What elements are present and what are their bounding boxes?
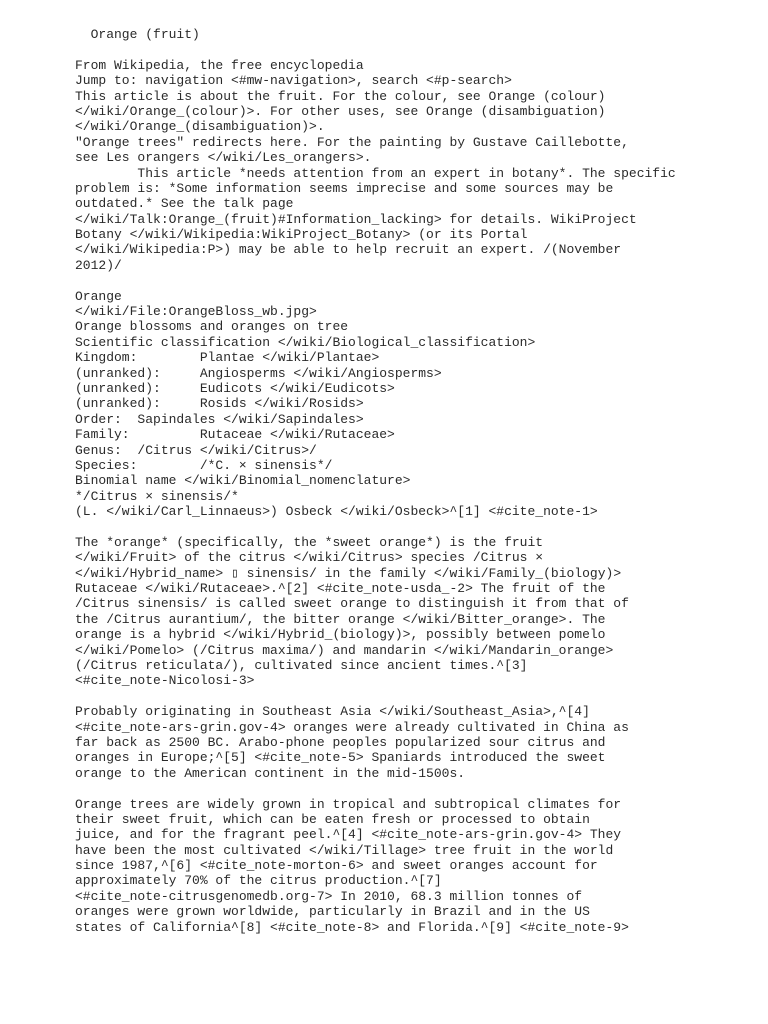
- text-line: <#cite_note-ars-grin.gov-4> oranges were already cultivated in China as: [75, 719, 629, 735]
- text-line: Order: Sapindales </wiki/Sapindales>: [75, 411, 364, 427]
- text-line: have been the most cultivated </wiki/Tillage> tree fruit in the world: [75, 842, 614, 858]
- text-line: /Citrus sinensis/ is called sweet orange to distinguish it from that of: [75, 596, 629, 612]
- text-line: Orange trees are widely grown in tropical and subtropical climates for: [75, 796, 622, 812]
- text-line: </wiki/Talk:Orange_(fruit)#Information_lacking> for details. WikiProject: [75, 211, 637, 227]
- text-line: This article *needs attention from an expert in botany*. The specific: [75, 165, 676, 181]
- text-line: </wiki/Orange_(disambiguation)>.: [75, 119, 325, 135]
- text-line: Jump to: navigation <#mw-navigation>, search <#p-search>: [75, 73, 512, 89]
- blank-line: [75, 520, 755, 535]
- text-line: </wiki/Wikipedia:P>) may be able to help recruit an expert. /(November: [75, 242, 622, 258]
- text-line: From Wikipedia, the free encyclopedia: [75, 57, 364, 73]
- text-line: <#cite_note-citrusgenomedb.org-7> In 2010, 68.3 million tonnes of: [75, 888, 583, 904]
- text-line: Family: Rutaceae </wiki/Rutaceae>: [75, 427, 395, 443]
- text-line: (/Citrus reticulata/), cultivated since ancient times.^[3]: [75, 658, 528, 674]
- text-line: juice, and for the fragrant peel.^[4] <#cite_note-ars-grin.gov-4> They: [75, 827, 622, 843]
- text-line: Orange blossoms and oranges on tree: [75, 319, 349, 335]
- text-line: Scientific classification </wiki/Biological_classification>: [75, 334, 536, 350]
- text-line: orange is a hybrid </wiki/Hybrid_(biology)>, possibly between pomelo: [75, 627, 606, 643]
- text-line: problem is: *Some information seems imprecise and some sources may be: [75, 180, 614, 196]
- text-line: their sweet fruit, which can be eaten fresh or processed to obtain: [75, 811, 590, 827]
- text-line: (unranked): Angiosperms </wiki/Angiosperms>: [75, 365, 442, 381]
- text-line: orange to the American continent in the mid-1500s.: [75, 765, 466, 781]
- text-line: Binomial name </wiki/Binomial_nomenclature>: [75, 473, 411, 489]
- text-line: 2012)/: [75, 257, 122, 273]
- document-page: [75, 27, 755, 935]
- text-line: (unranked): Rosids </wiki/Rosids>: [75, 396, 364, 412]
- document-body: [75, 58, 755, 935]
- blank-line: [75, 781, 755, 796]
- document-title: Orange (fruit): [75, 27, 200, 42]
- text-line: Rutaceae </wiki/Rutaceae>.^[2] <#cite_note-usda_-2> The fruit of the: [75, 581, 606, 597]
- text-line: </wiki/Fruit> of the citrus </wiki/Citrus> species /Citrus ×: [75, 550, 544, 566]
- text-line: oranges were grown worldwide, particularly in Brazil and in the US: [75, 904, 590, 920]
- text-line: since 1987,^[6] <#cite_note-morton-6> and sweet oranges account for: [75, 858, 598, 874]
- text-line: Genus: /Citrus </wiki/Citrus>/: [75, 442, 317, 458]
- text-line: outdated.* See the talk page: [75, 196, 294, 212]
- text-line: "Orange trees" redirects here. For the painting by Gustave Caillebotte,: [75, 134, 629, 150]
- text-line: This article is about the fruit. For the colour, see Orange (colour): [75, 88, 606, 104]
- text-line: (unranked): Eudicots </wiki/Eudicots>: [75, 380, 395, 396]
- text-line: Kingdom: Plantae </wiki/Plantae>: [75, 350, 380, 366]
- text-line: </wiki/Hybrid_name> ▯ sinensis/ in the family </wiki/Family_(biology)>: [75, 565, 622, 581]
- text-line: oranges in Europe;^[5] <#cite_note-5> Spaniards introduced the sweet: [75, 750, 606, 766]
- text-line: Species: /*C. × sinensis*/: [75, 457, 333, 473]
- text-line: Orange: [75, 288, 122, 304]
- text-line: (L. </wiki/Carl_Linnaeus>) Osbeck </wiki/Osbeck>^[1] <#cite_note-1>: [75, 504, 598, 520]
- text-line: far back as 2500 BC. Arabo-phone peoples popularized sour citrus and: [75, 734, 606, 750]
- text-line: The *orange* (specifically, the *sweet orange*) is the fruit: [75, 534, 544, 550]
- text-line: </wiki/Pomelo> (/Citrus maxima/) and mandarin </wiki/Mandarin_orange>: [75, 642, 614, 658]
- text-line: see Les orangers </wiki/Les_orangers>.: [75, 150, 372, 166]
- text-line: Probably originating in Southeast Asia </wiki/Southeast_Asia>,^[4]: [75, 704, 590, 720]
- text-line: <#cite_note-Nicolosi-3>: [75, 673, 255, 689]
- blank-line: [75, 689, 755, 704]
- text-line: approximately 70% of the citrus production.^[7]: [75, 873, 442, 889]
- text-line: */Citrus × sinensis/*: [75, 488, 239, 504]
- text-line: </wiki/File:OrangeBloss_wb.jpg>: [75, 304, 317, 320]
- text-line: </wiki/Orange_(colour)>. For other uses, see Orange (disambiguation): [75, 103, 606, 119]
- blank-line: [75, 42, 755, 57]
- text-line: states of California^[8] <#cite_note-8> and Florida.^[9] <#cite_note-9>: [75, 919, 629, 935]
- blank-line: [75, 273, 755, 288]
- text-line: Botany </wiki/Wikipedia:WikiProject_Botany> (or its Portal: [75, 227, 528, 243]
- text-line: the /Citrus aurantium/, the bitter orange </wiki/Bitter_orange>. The: [75, 611, 606, 627]
